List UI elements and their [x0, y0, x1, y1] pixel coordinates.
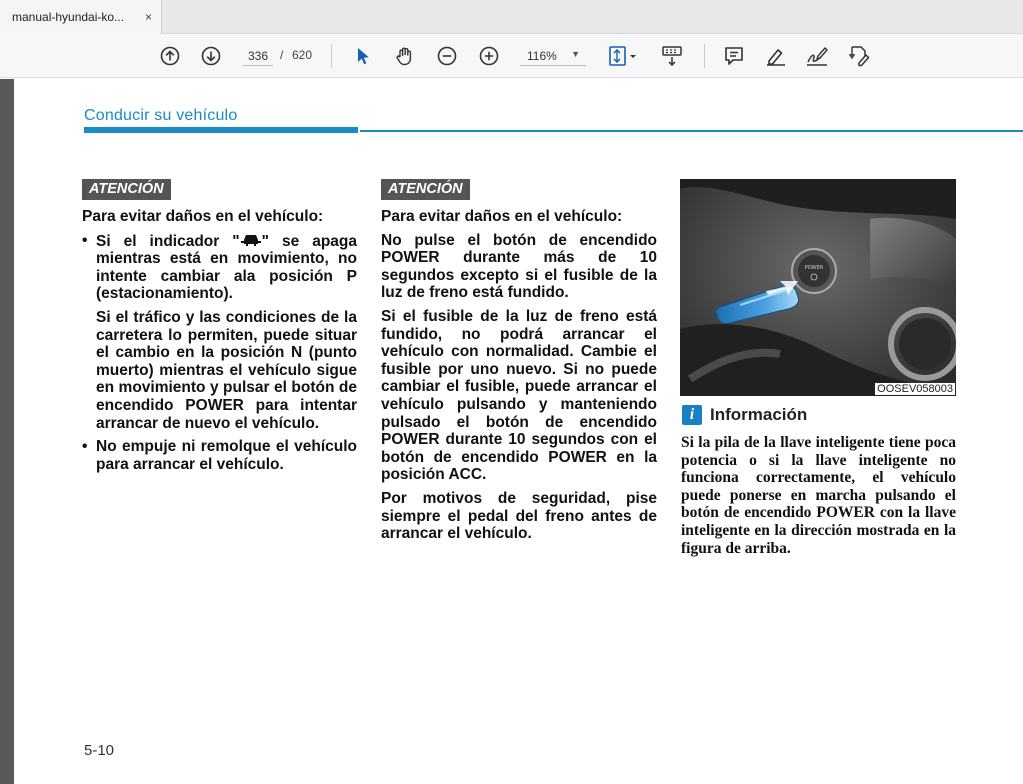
page-separator: / [280, 48, 284, 62]
page-up-icon[interactable] [158, 43, 182, 69]
car-indicator-icon [240, 232, 262, 248]
tab-close-button[interactable]: × [144, 10, 152, 24]
toolbar-divider [331, 44, 332, 68]
dashboard-illustration [680, 179, 956, 396]
info-title: Información [710, 405, 808, 424]
fill-sign-icon[interactable] [846, 43, 872, 69]
toolbar-divider [704, 44, 705, 68]
caution-badge: ATENCIÓN [82, 179, 171, 200]
sign-icon[interactable] [804, 43, 830, 69]
smart-key-figure [680, 179, 956, 396]
caution-badge: ATENCIÓN [381, 179, 470, 200]
power-button-label: POWER [804, 265, 824, 271]
page-total: 620 [292, 48, 313, 62]
section-title: Conducir su vehículo [84, 107, 238, 124]
list-item: • No empuje ni remolque el vehículo para arrancar el vehículo. [82, 438, 357, 473]
tab-strip [0, 0, 1023, 34]
zoom-select[interactable] [520, 46, 586, 66]
zoom-out-icon[interactable] [435, 43, 459, 69]
highlight-icon[interactable] [763, 43, 789, 69]
select-icon[interactable] [352, 43, 374, 69]
tab-title: manual-hyundai-ko... [12, 10, 125, 24]
caution-box-1 [82, 179, 357, 473]
section-rule-thick [84, 127, 358, 133]
zoom-in-icon[interactable] [477, 43, 501, 69]
figure-code: OOSEV058003 [877, 383, 953, 395]
hand-icon[interactable] [392, 43, 418, 69]
fit-page-icon[interactable] [606, 43, 640, 69]
list-item [82, 232, 357, 303]
page-number: 5-10 [84, 742, 115, 759]
caution-heading: Para evitar daños en el vehículo: [82, 208, 324, 225]
page-down-icon[interactable] [199, 43, 223, 69]
section-rule-thin [360, 130, 1023, 132]
list-item-continuation: Si el tráfico y las condiciones de la carretera lo permiten, puede situar el cambio en la posición N (punto muerto) mientras el vehículo sigue en movimiento y pulsar el botón de encendido POWER para intentar arrancar de nuevo el vehículo. [96, 308, 357, 432]
pdf-toolbar [0, 34, 1023, 78]
info-header [682, 405, 807, 425]
caution-box-2 [381, 179, 657, 543]
caution-heading: Para evitar daños en el vehículo: [381, 208, 623, 225]
sidebar-edge [0, 79, 14, 784]
caution-paragraph: No pulse el botón de encendido POWER durante más de 10 segundos excepto si el fusible de la luz de freno está fundido. [381, 231, 657, 302]
document-tab[interactable] [0, 0, 162, 34]
zoom-value: 116% [527, 48, 557, 63]
bullet-text-end: " se apaga mientras está en movimiento, no intente cambiar ala posición P (estacionamiento). [96, 232, 357, 303]
chevron-down-icon: ▼ [571, 49, 580, 59]
caution-paragraph: Por motivos de seguridad, pise siempre el pedal del freno antes de arrancar el vehículo. [381, 489, 657, 543]
caution-paragraph: Si el fusible de la luz de freno está fundido, no podrá arrancar el vehículo con normalidad. Cambie el fusible por uno nuevo. Si no puede cambiar el fusible, puede arrancar el vehículo pulsando y manteniendo pulsado el botón de encendido POWER durante 10 segundos con el botón de encendido POWER en la posición ACC. [381, 307, 657, 484]
comment-icon[interactable] [722, 43, 746, 69]
info-icon: i [682, 405, 702, 425]
page-number-input[interactable] [243, 46, 273, 66]
bullet-text-start: Si el indicador " [96, 232, 240, 250]
info-body: Si la pila de la llave inteligente tiene poca potencia o si la llave inteligente no funciona correctamente, el vehículo puede ponerse en marcha pulsando el botón de encendido POWER con la llave inteligente en la dirección mostrada en la figura de arriba. [681, 434, 956, 557]
scroll-mode-icon[interactable] [659, 43, 685, 69]
